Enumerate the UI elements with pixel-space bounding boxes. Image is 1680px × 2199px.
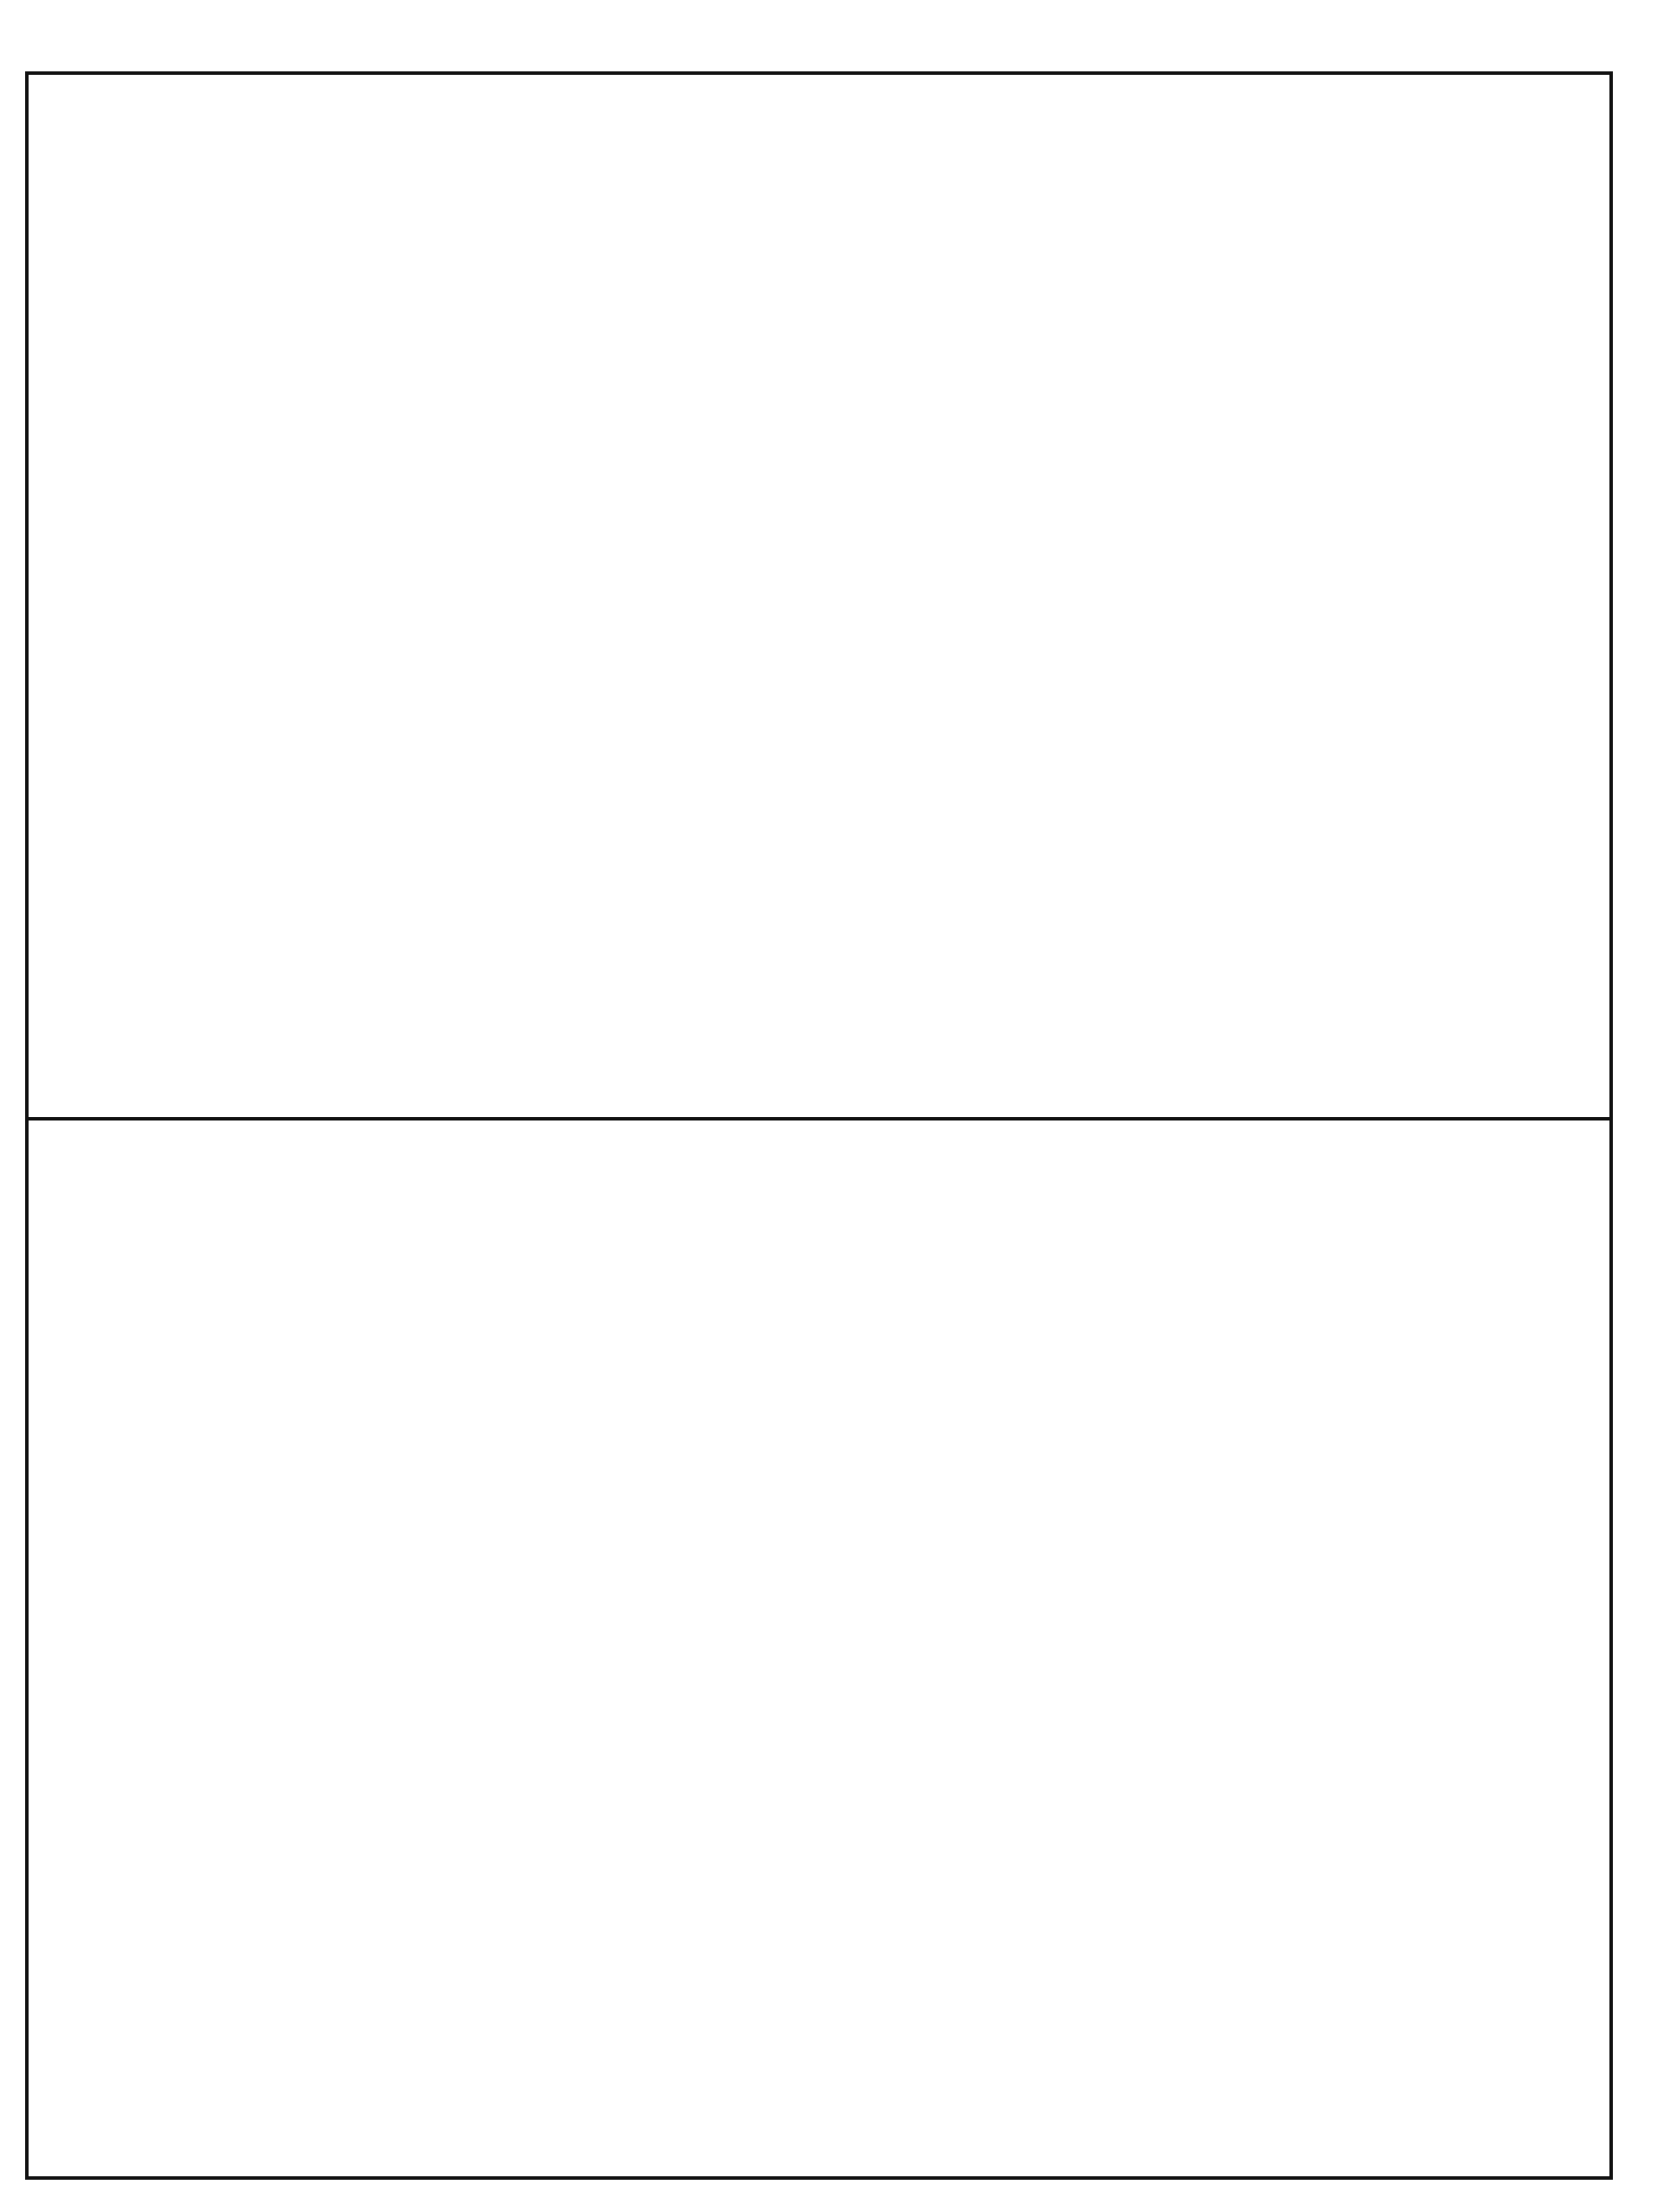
bottom-page-header bbox=[29, 1164, 1609, 1196]
bottom-page bbox=[29, 1120, 1609, 2176]
top-page bbox=[29, 75, 1609, 1117]
top-page-header bbox=[29, 93, 1609, 125]
